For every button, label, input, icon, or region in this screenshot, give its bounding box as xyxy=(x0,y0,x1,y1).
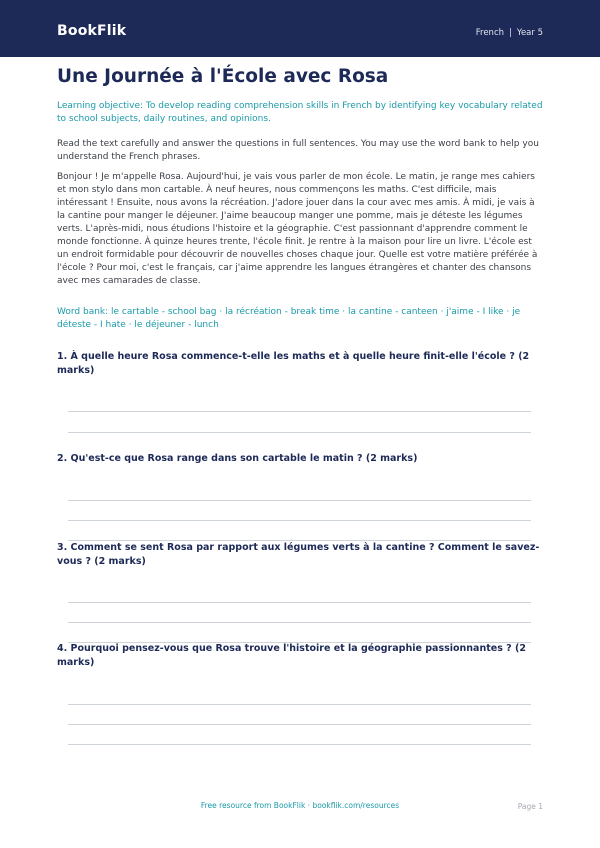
answer-line[interactable] xyxy=(68,500,531,501)
reading-passage: Bonjour ! Je m'appelle Rosa. Aujourd'hui, je vais vous parler de mon école. Le matin, je range mes cahiers et mon stylo dans mon cartable. À neuf heures, nous commençons les maths. C'est difficile, mais intéressant ! Ensuite, nous avons la récréation. J'adore jouer dans la cour avec mes amis. À midi, je vais à la cantine pour manger le déjeuner. J'aime beaucoup manger une pomme, mais je déteste les légumes verts. L'après-midi, nous étudions l'histoire et la géographie. C'est passionnant d'apprendre comment le monde fonctionne. À quinze heures trente, l'école finit. Je rentre à la maison pour lire un livre. L'école est un endroit formidable pour découvrir de nouvelles choses chaque jour. Quelle est votre matière préférée à l'école ? Pour moi, c'est le français, car j'aime apprendre les langues étrangères et chanter des chansons avec mes camarades de classe. xyxy=(57,172,538,286)
page-number: Page 1 xyxy=(517,802,543,811)
answer-line[interactable] xyxy=(68,602,531,603)
header-meta xyxy=(476,28,543,38)
level-label: Year 5 xyxy=(516,28,543,38)
question-1: 1. À quelle heure Rosa commence-t-elle les maths et à quelle heure finit-elle l'école ? (2 marks) xyxy=(57,351,530,376)
brand-logo: BookFlik xyxy=(57,23,127,39)
page-header xyxy=(0,0,600,57)
page-title: Une Journée à l'École avec Rosa xyxy=(57,66,389,87)
answer-line[interactable] xyxy=(68,432,531,433)
answer-line[interactable] xyxy=(68,520,531,521)
footer-link[interactable]: Free resource from BookFlik · bookflik.com/resources xyxy=(200,801,400,810)
meta-separator: | xyxy=(509,28,512,38)
instructions-text: Read the text carefully and answer the questions in full sentences. You may use the word bank to help you understand the French phrases. xyxy=(57,139,539,162)
word-bank: Word bank: le cartable - school bag · la récréation - break time · la cantine - canteen · j'aime - I like · je déteste - I hate · le déjeuner - lunch xyxy=(57,307,521,330)
question-2: 2. Qu'est-ce que Rosa range dans son cartable le matin ? (2 marks) xyxy=(57,453,418,464)
answer-line[interactable] xyxy=(68,622,531,623)
learning-objective: Learning objective: To develop reading comprehension skills in French by identifying key vocabulary related to school subjects, daily routines, and opinions. xyxy=(57,101,543,124)
subject-label: French xyxy=(475,28,505,38)
answer-line[interactable] xyxy=(68,724,531,725)
question-3: 3. Comment se sent Rosa par rapport aux légumes verts à la cantine ? Comment le savez-vous ? (2 marks) xyxy=(57,542,540,567)
answer-line[interactable] xyxy=(68,411,531,412)
question-4: 4. Pourquoi pensez-vous que Rosa trouve l'histoire et la géographie passionnantes ? (2 marks) xyxy=(57,643,526,668)
answer-line[interactable] xyxy=(68,704,531,705)
answer-line[interactable] xyxy=(68,744,531,745)
